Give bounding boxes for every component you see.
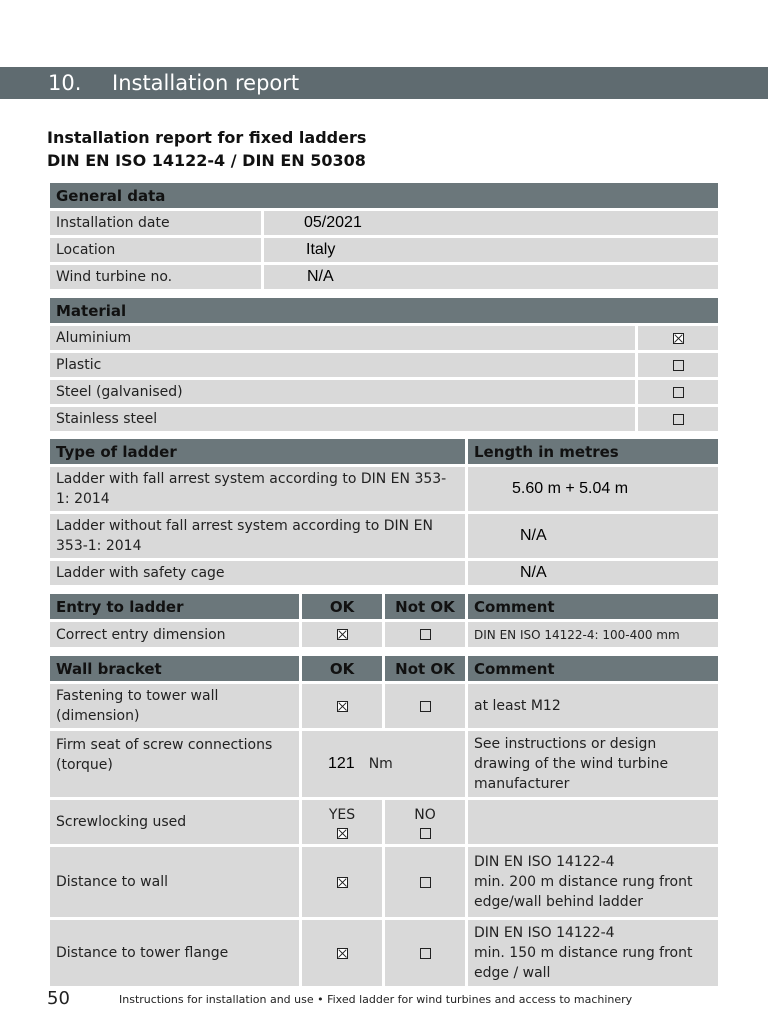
- fastening-comment: at least M12: [468, 684, 718, 728]
- checkbox-empty-icon: [420, 877, 431, 888]
- screwlock-label: Screwlocking used: [50, 800, 299, 844]
- report-title-line1: Installation report for fixed ladders: [47, 128, 367, 147]
- section-number: 10.: [48, 71, 82, 95]
- material-steel-checkbox[interactable]: [638, 380, 718, 404]
- distance-flange-notok-checkbox[interactable]: [385, 920, 465, 986]
- wall-bracket-header: Wall bracket: [50, 656, 299, 681]
- torque-unit: Nm: [368, 756, 393, 772]
- ladder-no-fall-arrest-label: Ladder without fall arrest system according to DIN EN 353-1: 2014: [50, 514, 465, 558]
- material-aluminium-label: Aluminium: [50, 326, 635, 350]
- ladder-safety-cage-length[interactable]: N/A: [468, 561, 718, 585]
- entry-ok-header: OK: [302, 594, 382, 619]
- material-header: Material: [50, 298, 718, 323]
- location-value[interactable]: Italy: [264, 238, 718, 262]
- report-title-line2: DIN EN ISO 14122-4 / DIN EN 50308: [47, 151, 366, 170]
- checkbox-empty-icon: [420, 629, 431, 640]
- distance-wall-notok-checkbox[interactable]: [385, 847, 465, 917]
- torque-comment: See instructions or design drawing of the wind turbine manufacturer: [468, 731, 718, 797]
- entry-dimension-comment: DIN EN ISO 14122-4: 100-400 mm: [468, 622, 718, 647]
- length-header: Length in metres: [468, 439, 718, 464]
- checkbox-empty-icon: [673, 360, 684, 371]
- material-steel-label: Steel (galvanised): [50, 380, 635, 404]
- wall-notok-header: Not OK: [385, 656, 465, 681]
- checkbox-checked-icon: [337, 948, 348, 959]
- ladder-safety-cage-label: Ladder with safety cage: [50, 561, 465, 585]
- distance-flange-label: Distance to tower flange: [50, 920, 299, 986]
- wall-ok-header: OK: [302, 656, 382, 681]
- distance-wall-label: Distance to wall: [50, 847, 299, 917]
- distance-flange-ok-checkbox[interactable]: [302, 920, 382, 986]
- wall-comment-header: Comment: [468, 656, 718, 681]
- material-aluminium-checkbox[interactable]: [638, 326, 718, 350]
- torque-value[interactable]: 121: [328, 755, 355, 772]
- checkbox-empty-icon: [673, 387, 684, 398]
- installation-date-value[interactable]: 05/2021: [264, 211, 718, 235]
- screwlock-yes-label: YES: [328, 807, 356, 823]
- installation-date-label: Installation date: [50, 211, 261, 235]
- fastening-label: Fastening to tower wall (dimension): [50, 684, 299, 728]
- wind-turbine-label: Wind turbine no.: [50, 265, 261, 289]
- screwlock-no-checkbox[interactable]: [385, 800, 465, 844]
- entry-dimension-ok-checkbox[interactable]: [302, 622, 382, 647]
- section-title: Installation report: [112, 71, 300, 95]
- screwlock-no-label: NO: [414, 807, 436, 823]
- entry-dimension-label: Correct entry dimension: [50, 622, 299, 647]
- ladder-type-header: Type of ladder: [50, 439, 465, 464]
- page-number: 50: [47, 988, 70, 1009]
- material-plastic-label: Plastic: [50, 353, 635, 377]
- entry-dimension-notok-checkbox[interactable]: [385, 622, 465, 647]
- checkbox-checked-icon: [337, 828, 348, 839]
- distance-wall-ok-checkbox[interactable]: [302, 847, 382, 917]
- material-stainless-checkbox[interactable]: [638, 407, 718, 431]
- checkbox-checked-icon: [337, 629, 348, 640]
- ladder-no-fall-arrest-length[interactable]: N/A: [468, 514, 718, 558]
- ladder-fall-arrest-label: Ladder with fall arrest system according to DIN EN 353-1: 2014: [50, 467, 465, 511]
- footer-text: Instructions for installation and use • Fixed ladder for wind turbines and access to machinery: [119, 993, 633, 1006]
- entry-header: Entry to ladder: [50, 594, 299, 619]
- report-title: [47, 126, 727, 172]
- location-label: Location: [50, 238, 261, 262]
- checkbox-empty-icon: [420, 701, 431, 712]
- fastening-notok-checkbox[interactable]: [385, 684, 465, 728]
- checkbox-checked-icon: [337, 877, 348, 888]
- torque-value-cell[interactable]: [302, 731, 465, 797]
- material-plastic-checkbox[interactable]: [638, 353, 718, 377]
- ladder-fall-arrest-length[interactable]: 5.60 m + 5.04 m: [468, 467, 718, 511]
- entry-notok-header: Not OK: [385, 594, 465, 619]
- entry-comment-header: Comment: [468, 594, 718, 619]
- distance-wall-comment: DIN EN ISO 14122-4 min. 200 m distance rung front edge/wall behind ladder: [468, 847, 718, 917]
- fastening-ok-checkbox[interactable]: [302, 684, 382, 728]
- section-banner: [0, 67, 768, 99]
- checkbox-empty-icon: [420, 948, 431, 959]
- wind-turbine-value[interactable]: N/A: [264, 265, 718, 289]
- checkbox-checked-icon: [337, 701, 348, 712]
- general-data-header: General data: [50, 183, 718, 208]
- checkbox-empty-icon: [420, 828, 431, 839]
- torque-label: Firm seat of screw connections (torque): [50, 731, 299, 797]
- checkbox-empty-icon: [673, 414, 684, 425]
- distance-flange-comment: DIN EN ISO 14122-4 min. 150 m distance rung front edge / wall: [468, 920, 718, 986]
- material-stainless-label: Stainless steel: [50, 407, 635, 431]
- screwlock-yes-checkbox[interactable]: [302, 800, 382, 844]
- screwlock-comment: [468, 800, 718, 844]
- checkbox-checked-icon: [673, 333, 684, 344]
